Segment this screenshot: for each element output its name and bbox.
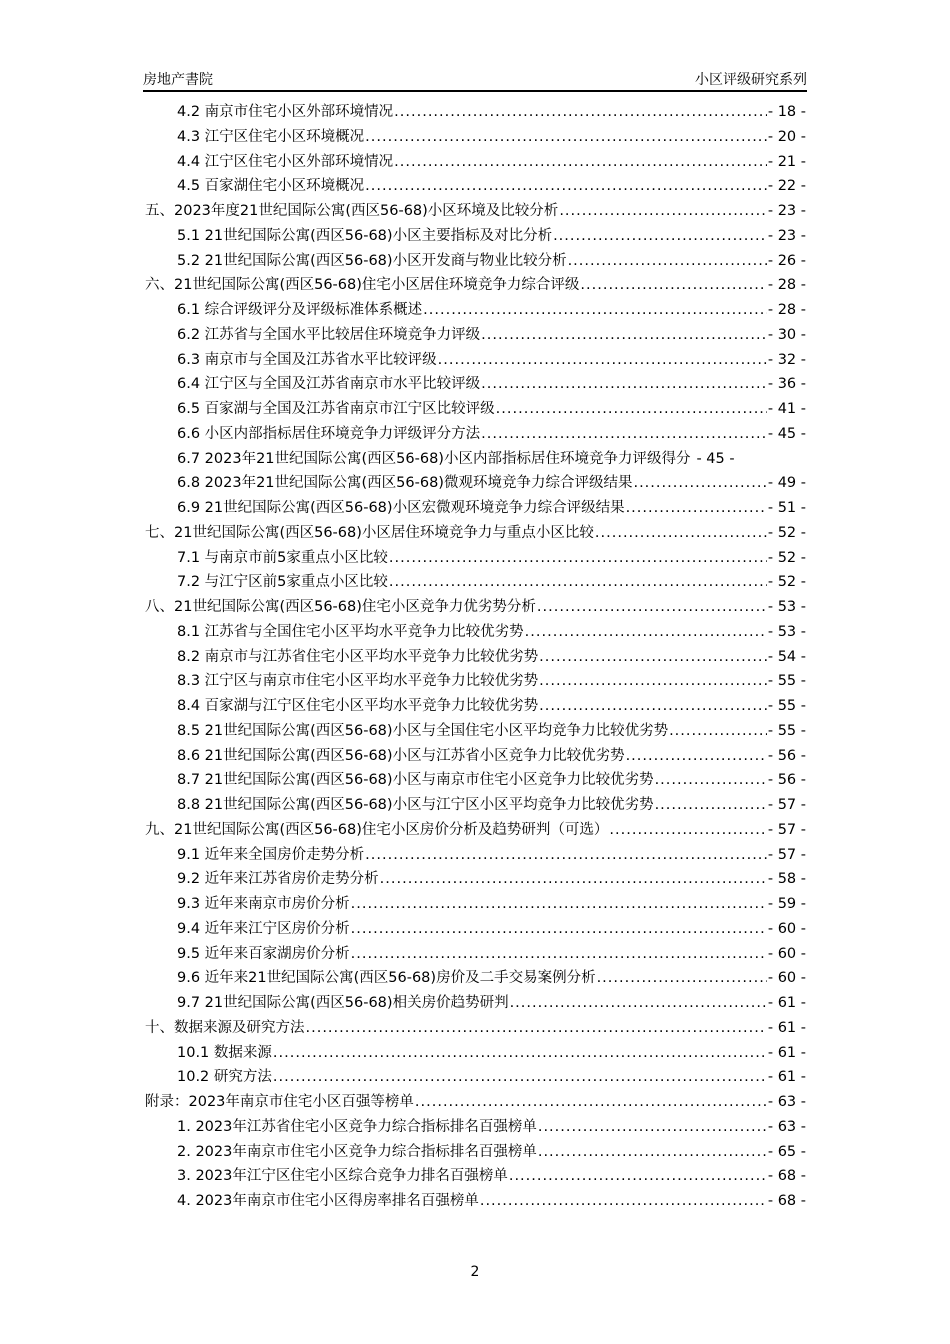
toc-entry[interactable] — [145, 843, 806, 868]
toc-entry[interactable] — [145, 496, 806, 521]
toc-entry[interactable] — [145, 669, 806, 694]
toc-entry-title: 附录：2023年南京市住宅小区百强等榜单 — [145, 1094, 414, 1110]
toc-entry[interactable] — [145, 298, 806, 323]
toc-entry-page: - 51 - — [767, 500, 806, 516]
dot-leader — [538, 1140, 767, 1165]
toc-entry-title: 10.2 研究方法 — [177, 1069, 272, 1086]
dot-leader — [351, 892, 767, 917]
toc-entry-page: - 61 - — [767, 1019, 806, 1036]
toc-entry-title: 8.2 南京市与江苏省住宅小区平均水平竞争力比较优劣势 — [177, 648, 539, 665]
dot-leader — [510, 991, 767, 1016]
toc-entry-title: 6.4 江宁区与全国及江苏省南京市水平比较评级 — [177, 376, 481, 393]
toc-entry[interactable] — [145, 942, 806, 967]
toc-entry-title: 7.2 与江宁区前5家重点小区比较 — [177, 574, 388, 591]
dot-leader — [389, 570, 767, 595]
dot-leader — [525, 620, 767, 645]
toc-entry[interactable] — [145, 991, 806, 1016]
toc-entry-page: - 60 - — [767, 970, 806, 987]
toc-entry-page: - 61 - — [767, 1044, 806, 1061]
toc-entry[interactable] — [145, 595, 806, 620]
toc-entry-page: - 59 - — [767, 896, 806, 912]
table-of-contents — [145, 100, 806, 1214]
toc-entry-title: 8.8 21世纪国际公寓(西区56-68)小区与江宁区小区平均竞争力比较优劣势 — [177, 797, 654, 813]
dot-leader — [365, 843, 767, 868]
toc-entry[interactable] — [145, 1065, 806, 1090]
toc-entry[interactable] — [145, 422, 806, 447]
toc-entry-title: 8.4 百家湖与江宁区住宅小区平均水平竞争力比较优劣势 — [177, 698, 539, 714]
toc-entry-title: 6.2 江苏省与全国水平比较居住环境竞争力评级 — [177, 326, 481, 343]
toc-entry-title: 9.3 近年来南京市房价分析 — [177, 896, 350, 912]
toc-entry[interactable] — [145, 249, 806, 274]
toc-entry[interactable] — [145, 744, 806, 769]
toc-entry-title: 五、2023年度21世纪国际公寓(西区56-68)小区环境及比较分析 — [145, 203, 559, 219]
toc-entry-title: 6.3 南京市与全国及江苏省水平比较评级 — [177, 351, 437, 368]
header-left: 房地产書院 — [143, 72, 213, 88]
toc-entry[interactable] — [145, 224, 806, 249]
toc-entry-page: - 49 - — [767, 475, 806, 492]
toc-entry-page: - 28 - — [767, 277, 806, 294]
toc-entry-title: 1. 2023年江苏省住宅小区竞争力综合指标排名百强榜单 — [177, 1118, 537, 1135]
dot-leader — [496, 397, 767, 422]
dot-leader — [481, 422, 767, 447]
toc-entry-page: - 54 - — [767, 648, 806, 665]
toc-entry[interactable] — [145, 174, 806, 199]
toc-entry[interactable] — [145, 1041, 806, 1066]
toc-entry-title: 4.3 江宁区住宅小区环境概况 — [177, 128, 365, 145]
dot-leader — [423, 298, 767, 323]
toc-entry-title: 8.3 江宁区与南京市住宅小区平均水平竞争力比较优劣势 — [177, 673, 539, 690]
toc-entry[interactable] — [145, 199, 806, 224]
dot-leader — [539, 669, 767, 694]
toc-entry-page: - 36 - — [767, 376, 806, 393]
toc-entry-page: - 21 - — [767, 153, 806, 170]
toc-entry[interactable] — [145, 447, 806, 472]
toc-entry-page: - 63 - — [767, 1094, 806, 1110]
toc-entry[interactable] — [145, 323, 806, 348]
dot-leader — [351, 917, 767, 942]
toc-entry-page: - 28 - — [767, 302, 806, 318]
dot-leader — [480, 1189, 767, 1214]
toc-entry-title: 8.5 21世纪国际公寓(西区56-68)小区与全国住宅小区平均竞争力比较优劣势 — [177, 722, 669, 739]
toc-entry[interactable] — [145, 719, 806, 744]
toc-entry-title: 6.6 小区内部指标居住环境竞争力评级评分方法 — [177, 425, 481, 442]
toc-entry-title: 9.4 近年来江宁区房价分析 — [177, 920, 350, 937]
dot-leader — [481, 323, 767, 348]
toc-entry-page: - 18 - — [767, 104, 806, 120]
toc-entry-page: - 20 - — [767, 128, 806, 145]
toc-entry[interactable] — [145, 372, 806, 397]
toc-entry-page: - 55 - — [767, 673, 806, 690]
toc-entry-page: - 52 - — [767, 524, 806, 541]
toc-entry-title: 4. 2023年南京市住宅小区得房率排名百强榜单 — [177, 1193, 479, 1209]
toc-entry-page: - 60 - — [767, 920, 806, 937]
toc-entry[interactable] — [145, 768, 806, 793]
toc-entry-page: - 61 - — [767, 1069, 806, 1086]
toc-entry[interactable] — [145, 397, 806, 422]
toc-entry[interactable] — [145, 1140, 806, 1165]
toc-entry-title: 9.6 近年来21世纪国际公寓(西区56-68)房价及二手交易案例分析 — [177, 970, 596, 987]
dot-leader — [481, 372, 767, 397]
toc-entry-page: - 68 - — [767, 1168, 806, 1185]
toc-entry-title: 9.2 近年来江苏省房价走势分析 — [177, 871, 379, 888]
toc-entry[interactable] — [145, 1090, 806, 1115]
toc-entry-page: - 30 - — [767, 326, 806, 343]
toc-entry[interactable] — [145, 348, 806, 373]
toc-entry-title: 4.2 南京市住宅小区外部环境情况 — [177, 104, 394, 120]
toc-entry[interactable] — [145, 273, 806, 298]
toc-entry-title: 六、21世纪国际公寓(西区56-68)住宅小区居住环境竞争力综合评级 — [145, 277, 580, 294]
dot-leader — [633, 471, 766, 496]
toc-entry-page: - 23 - — [767, 203, 806, 219]
toc-entry-page: - 57 - — [767, 797, 806, 813]
dot-leader — [273, 1041, 767, 1066]
toc-entry-page: - 63 - — [767, 1118, 806, 1135]
header-right: 小区评级研究系列 — [695, 72, 807, 88]
toc-entry-page: - 53 - — [767, 599, 806, 615]
toc-entry-page: - 61 - — [767, 995, 806, 1011]
dot-leader — [655, 768, 767, 793]
page-number: 2 — [470, 1264, 480, 1280]
toc-entry-title: 七、21世纪国际公寓(西区56-68)小区居住环境竞争力与重点小区比较 — [145, 524, 594, 541]
dot-leader — [509, 1164, 767, 1189]
toc-entry-title: 5.1 21世纪国际公寓(西区56-68)小区主要指标及对比分析 — [177, 227, 553, 244]
toc-entry-page: - 57 - — [767, 821, 806, 838]
dot-leader — [538, 1115, 767, 1140]
toc-entry[interactable] — [145, 966, 806, 991]
toc-entry-page: - 58 - — [767, 871, 806, 888]
dot-leader — [655, 793, 767, 818]
dot-leader — [438, 348, 767, 373]
toc-entry[interactable] — [145, 1164, 806, 1189]
toc-entry-title: 10.1 数据来源 — [177, 1044, 272, 1061]
toc-entry-page: - 56 - — [767, 772, 806, 789]
toc-entry[interactable] — [145, 892, 806, 917]
toc-entry-page: - 22 - — [767, 178, 806, 195]
dot-leader — [415, 1090, 767, 1115]
dot-leader — [389, 546, 767, 571]
toc-entry-title: 4.4 江宁区住宅小区外部环境情况 — [177, 153, 394, 170]
dot-leader — [394, 150, 767, 175]
toc-entry-title: 6.7 2023年21世纪国际公寓(西区56-68)小区内部指标居住环境竞争力评级得分 — [177, 450, 691, 467]
toc-entry-title: 6.5 百家湖与全国及江苏省南京市江宁区比较评级 — [177, 401, 495, 417]
dot-leader — [365, 174, 767, 199]
toc-entry-title: 八、21世纪国际公寓(西区56-68)住宅小区竞争力优劣势分析 — [145, 599, 536, 615]
dot-leader — [609, 818, 766, 843]
toc-entry-title: 8.7 21世纪国际公寓(西区56-68)小区与南京市住宅小区竞争力比较优劣势 — [177, 772, 654, 789]
toc-entry[interactable] — [145, 818, 806, 843]
toc-entry-title: 9.5 近年来百家湖房价分析 — [177, 945, 350, 962]
dot-leader — [669, 719, 767, 744]
toc-entry-title: 九、21世纪国际公寓(西区56-68)住宅小区房价分析及趋势研判（可选） — [145, 821, 609, 838]
dot-leader — [351, 942, 767, 967]
toc-entry[interactable] — [145, 620, 806, 645]
toc-entry-page: - 45 - — [767, 425, 806, 442]
toc-entry[interactable] — [145, 793, 806, 818]
toc-entry-page: - 60 - — [767, 945, 806, 962]
toc-entry[interactable] — [145, 917, 806, 942]
toc-entry-title: 9.1 近年来全国房价走势分析 — [177, 846, 365, 863]
page-header — [143, 66, 807, 92]
toc-entry-page: - 55 - — [767, 698, 806, 714]
toc-entry[interactable] — [145, 570, 806, 595]
dot-leader — [553, 224, 767, 249]
dot-leader — [365, 125, 767, 150]
dot-leader — [597, 966, 767, 991]
toc-entry[interactable] — [145, 150, 806, 175]
toc-entry-title: 2. 2023年南京市住宅小区竞争力综合指标排名百强榜单 — [177, 1143, 537, 1160]
toc-entry-page: - 52 - — [767, 574, 806, 591]
toc-entry-title: 3. 2023年江宁区住宅小区综合竞争力排名百强榜单 — [177, 1168, 508, 1185]
toc-entry[interactable] — [145, 694, 806, 719]
toc-entry[interactable] — [145, 125, 806, 150]
dot-leader — [626, 496, 767, 521]
toc-entry-title: 7.1 与南京市前5家重点小区比较 — [177, 549, 388, 566]
toc-entry-page: - 32 - — [767, 351, 806, 368]
toc-entry[interactable] — [145, 645, 806, 670]
toc-entry-page: - 26 - — [767, 252, 806, 269]
toc-entry[interactable] — [145, 100, 806, 125]
toc-entry[interactable] — [145, 471, 806, 496]
toc-entry[interactable] — [145, 1189, 806, 1214]
dot-leader — [559, 199, 767, 224]
dot-leader — [394, 100, 767, 125]
toc-entry-title: 6.9 21世纪国际公寓(西区56-68)小区宏微观环境竞争力综合评级结果 — [177, 500, 625, 516]
toc-entry-page: - 65 - — [767, 1143, 806, 1160]
dot-leader — [580, 273, 766, 298]
dot-leader — [380, 867, 767, 892]
dot-leader — [568, 249, 767, 274]
toc-entry-page: - 56 - — [767, 747, 806, 764]
dot-leader — [537, 595, 767, 620]
toc-entry-page: - 23 - — [767, 227, 806, 244]
toc-entry[interactable] — [145, 867, 806, 892]
toc-entry[interactable] — [145, 546, 806, 571]
toc-entry[interactable] — [145, 521, 806, 546]
toc-entry-title: 十、数据来源及研究方法 — [145, 1019, 305, 1036]
toc-entry-page: - 57 - — [767, 846, 806, 863]
toc-entry-title: 8.1 江苏省与全国住宅小区平均水平竞争力比较优劣势 — [177, 623, 524, 640]
toc-entry-page: - 52 - — [767, 549, 806, 566]
toc-entry[interactable] — [145, 1115, 806, 1140]
dot-leader — [626, 744, 767, 769]
toc-entry-title: 5.2 21世纪国际公寓(西区56-68)小区开发商与物业比较分析 — [177, 252, 567, 269]
dot-leader — [595, 521, 767, 546]
dot-leader — [539, 645, 767, 670]
toc-entry-title: 8.6 21世纪国际公寓(西区56-68)小区与江苏省小区竞争力比较优劣势 — [177, 747, 625, 764]
toc-entry[interactable] — [145, 1016, 806, 1041]
toc-entry-page: - 68 - — [767, 1193, 806, 1209]
toc-entry-title: 4.5 百家湖住宅小区环境概况 — [177, 178, 365, 195]
toc-entry-page: - 45 - — [696, 450, 735, 467]
dot-leader — [273, 1065, 767, 1090]
dot-leader — [306, 1016, 767, 1041]
toc-entry-title: 6.8 2023年21世纪国际公寓(西区56-68)微观环境竞争力综合评级结果 — [177, 475, 633, 492]
toc-entry-page: - 41 - — [767, 401, 806, 417]
toc-entry-page: - 53 - — [767, 623, 806, 640]
dot-leader — [539, 694, 767, 719]
toc-entry-title: 6.1 综合评级评分及评级标准体系概述 — [177, 302, 423, 318]
toc-entry-title: 9.7 21世纪国际公寓(西区56-68)相关房价趋势研判 — [177, 995, 509, 1011]
toc-entry-page: - 55 - — [767, 722, 806, 739]
